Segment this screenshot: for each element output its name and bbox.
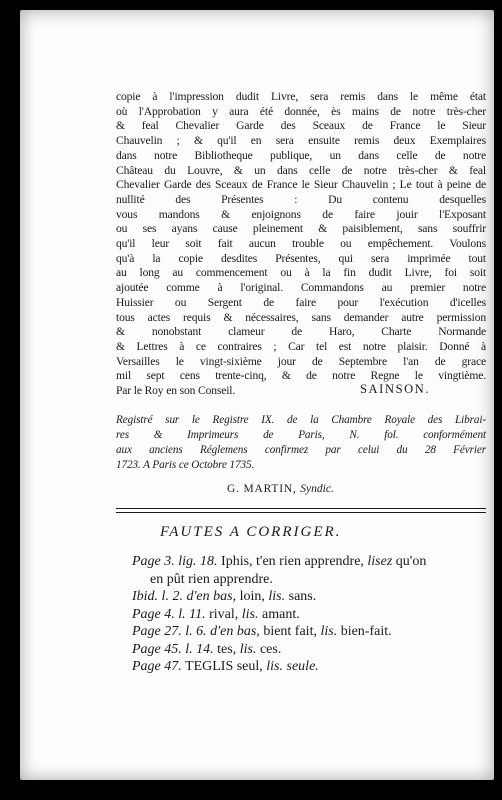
- errata-ref: Page 45. l. 14.: [132, 641, 214, 657]
- section-divider: [116, 508, 486, 509]
- errata-ref: Page 4. l. 11.: [132, 606, 206, 622]
- text-line: & nonobstant clameur de Haro, Charte Normande: [116, 325, 486, 339]
- text-line: & Lettres à ce contraires ; Car tel est notre plaisir. Donné à: [116, 339, 486, 353]
- errata-error: tes,: [217, 641, 237, 657]
- errata-fix: ces.: [259, 641, 282, 657]
- section-divider-thin: [116, 512, 486, 513]
- errata-entry: [132, 606, 492, 624]
- errata-fix-label: lis.: [239, 641, 257, 657]
- text-line: dans notre Bibliotheque publique, un dans celle de notre: [116, 148, 486, 162]
- errata-entry: [132, 623, 492, 641]
- registration-line: Registré sur le Registre IX. de la Chambre Royale des Librai-: [116, 414, 486, 426]
- errata-error: TEGLIS seul,: [185, 659, 263, 674]
- errata-fix-label: lis.: [320, 624, 338, 639]
- text-line: tous actes requis & nécessaires, sans demander autre permission: [116, 310, 486, 324]
- errata-entry: [132, 641, 492, 659]
- text-line: ajoutée comme à l'original. Commandons au premier notre: [116, 281, 486, 295]
- text-line: Versailles le vingt-sixième jour de Septembre l'an de grace: [116, 354, 486, 368]
- text-line: vous mandons & enjoignons de faire jouir l'Exposant: [116, 207, 486, 221]
- text-line: Par le Roy en son Conseil.: [116, 384, 236, 398]
- errata-fix-label: lis.: [266, 659, 284, 674]
- book-page: [20, 10, 494, 780]
- errata-list: [132, 553, 492, 676]
- errata-fix: sans.: [288, 589, 317, 604]
- text-line: ou ses ayans cause pleinement & paisiblement, sans souffrir: [116, 222, 486, 236]
- errata-error: bient fait,: [263, 624, 317, 639]
- errata-ref: Page 27. l. 6. d'en bas,: [132, 624, 260, 639]
- registration-note: [116, 413, 486, 473]
- text-line: mil sept cens trente-cinq, & de notre Regne le vingtième.: [116, 369, 486, 383]
- errata-error: rival,: [209, 606, 239, 622]
- text-line: au long au commencement ou à la fin dudit Livre, foi soit: [116, 266, 486, 280]
- errata-fix-label: lis.: [268, 589, 286, 604]
- errata-fix: amant.: [262, 606, 300, 622]
- errata-entry: [132, 553, 492, 571]
- text-line: Huissier ou Sergent de faire pour l'exécution d'icelles: [116, 295, 486, 309]
- text-line: où l'Approbation y aura été donnée, ès mains de notre très-cher: [116, 104, 486, 118]
- errata-error: en pût rien apprendre.: [150, 571, 273, 587]
- errata-fix: bien-fait.: [340, 624, 392, 639]
- errata-entry: [132, 588, 492, 606]
- errata-ref: Page 47.: [132, 659, 182, 674]
- privilege-text: [116, 90, 486, 399]
- errata-entry: [132, 658, 492, 676]
- errata-fix: qu'on: [395, 554, 427, 569]
- errata-heading: FAUTES A CORRIGER.: [160, 524, 342, 540]
- text-line: Chevalier Garde des Sceaux de France le Sieur Chauvelin ; Le tout à peine de nullité des Présentes : Du contenu desquelles: [116, 178, 486, 206]
- syndic-signature: [227, 483, 334, 495]
- text-line: Chauvelin ; & qu'il en sera ensuite remis deux Exemplaires: [116, 134, 486, 148]
- registration-line: res & Imprimeurs de Paris, N. fol. conformément: [116, 429, 486, 441]
- errata-fix: seule.: [286, 659, 319, 674]
- errata-fix-label: lisez: [367, 554, 393, 569]
- text-line: copie à l'impression dudit Livre, sera remis dans le même état: [116, 90, 486, 103]
- errata-fix-label: lis.: [241, 606, 259, 622]
- errata-entry-continuation: [132, 571, 492, 589]
- signature-sainson: SAINSON.: [360, 382, 431, 396]
- registration-line: 1723. A Paris ce Octobre 1735.: [116, 459, 255, 471]
- syndic-title: Syndic.: [300, 483, 334, 495]
- text-line: qu'à la copie desdites Présentes, qui sera imprimée tout: [116, 251, 486, 265]
- text-line: & feal Chevalier Garde des Sceaux de France le Sieur: [116, 119, 486, 133]
- text-line: Château du Louvre, & un dans celle de notre très-cher & feal: [116, 163, 486, 177]
- errata-error: Iphis, t'en rien apprendre,: [221, 554, 364, 569]
- errata-ref: Ibid. l. 2. d'en bas,: [132, 589, 237, 604]
- registration-line: aux anciens Réglemens confirmez par celui du 28 Février: [116, 444, 486, 456]
- text-line: qu'il leur soit fait aucun trouble ou empêchement. Voulons: [116, 237, 486, 251]
- errata-error: loin,: [239, 589, 265, 604]
- syndic-name: G. MARTIN,: [227, 483, 297, 495]
- errata-ref: Page 3. lig. 18.: [132, 554, 218, 569]
